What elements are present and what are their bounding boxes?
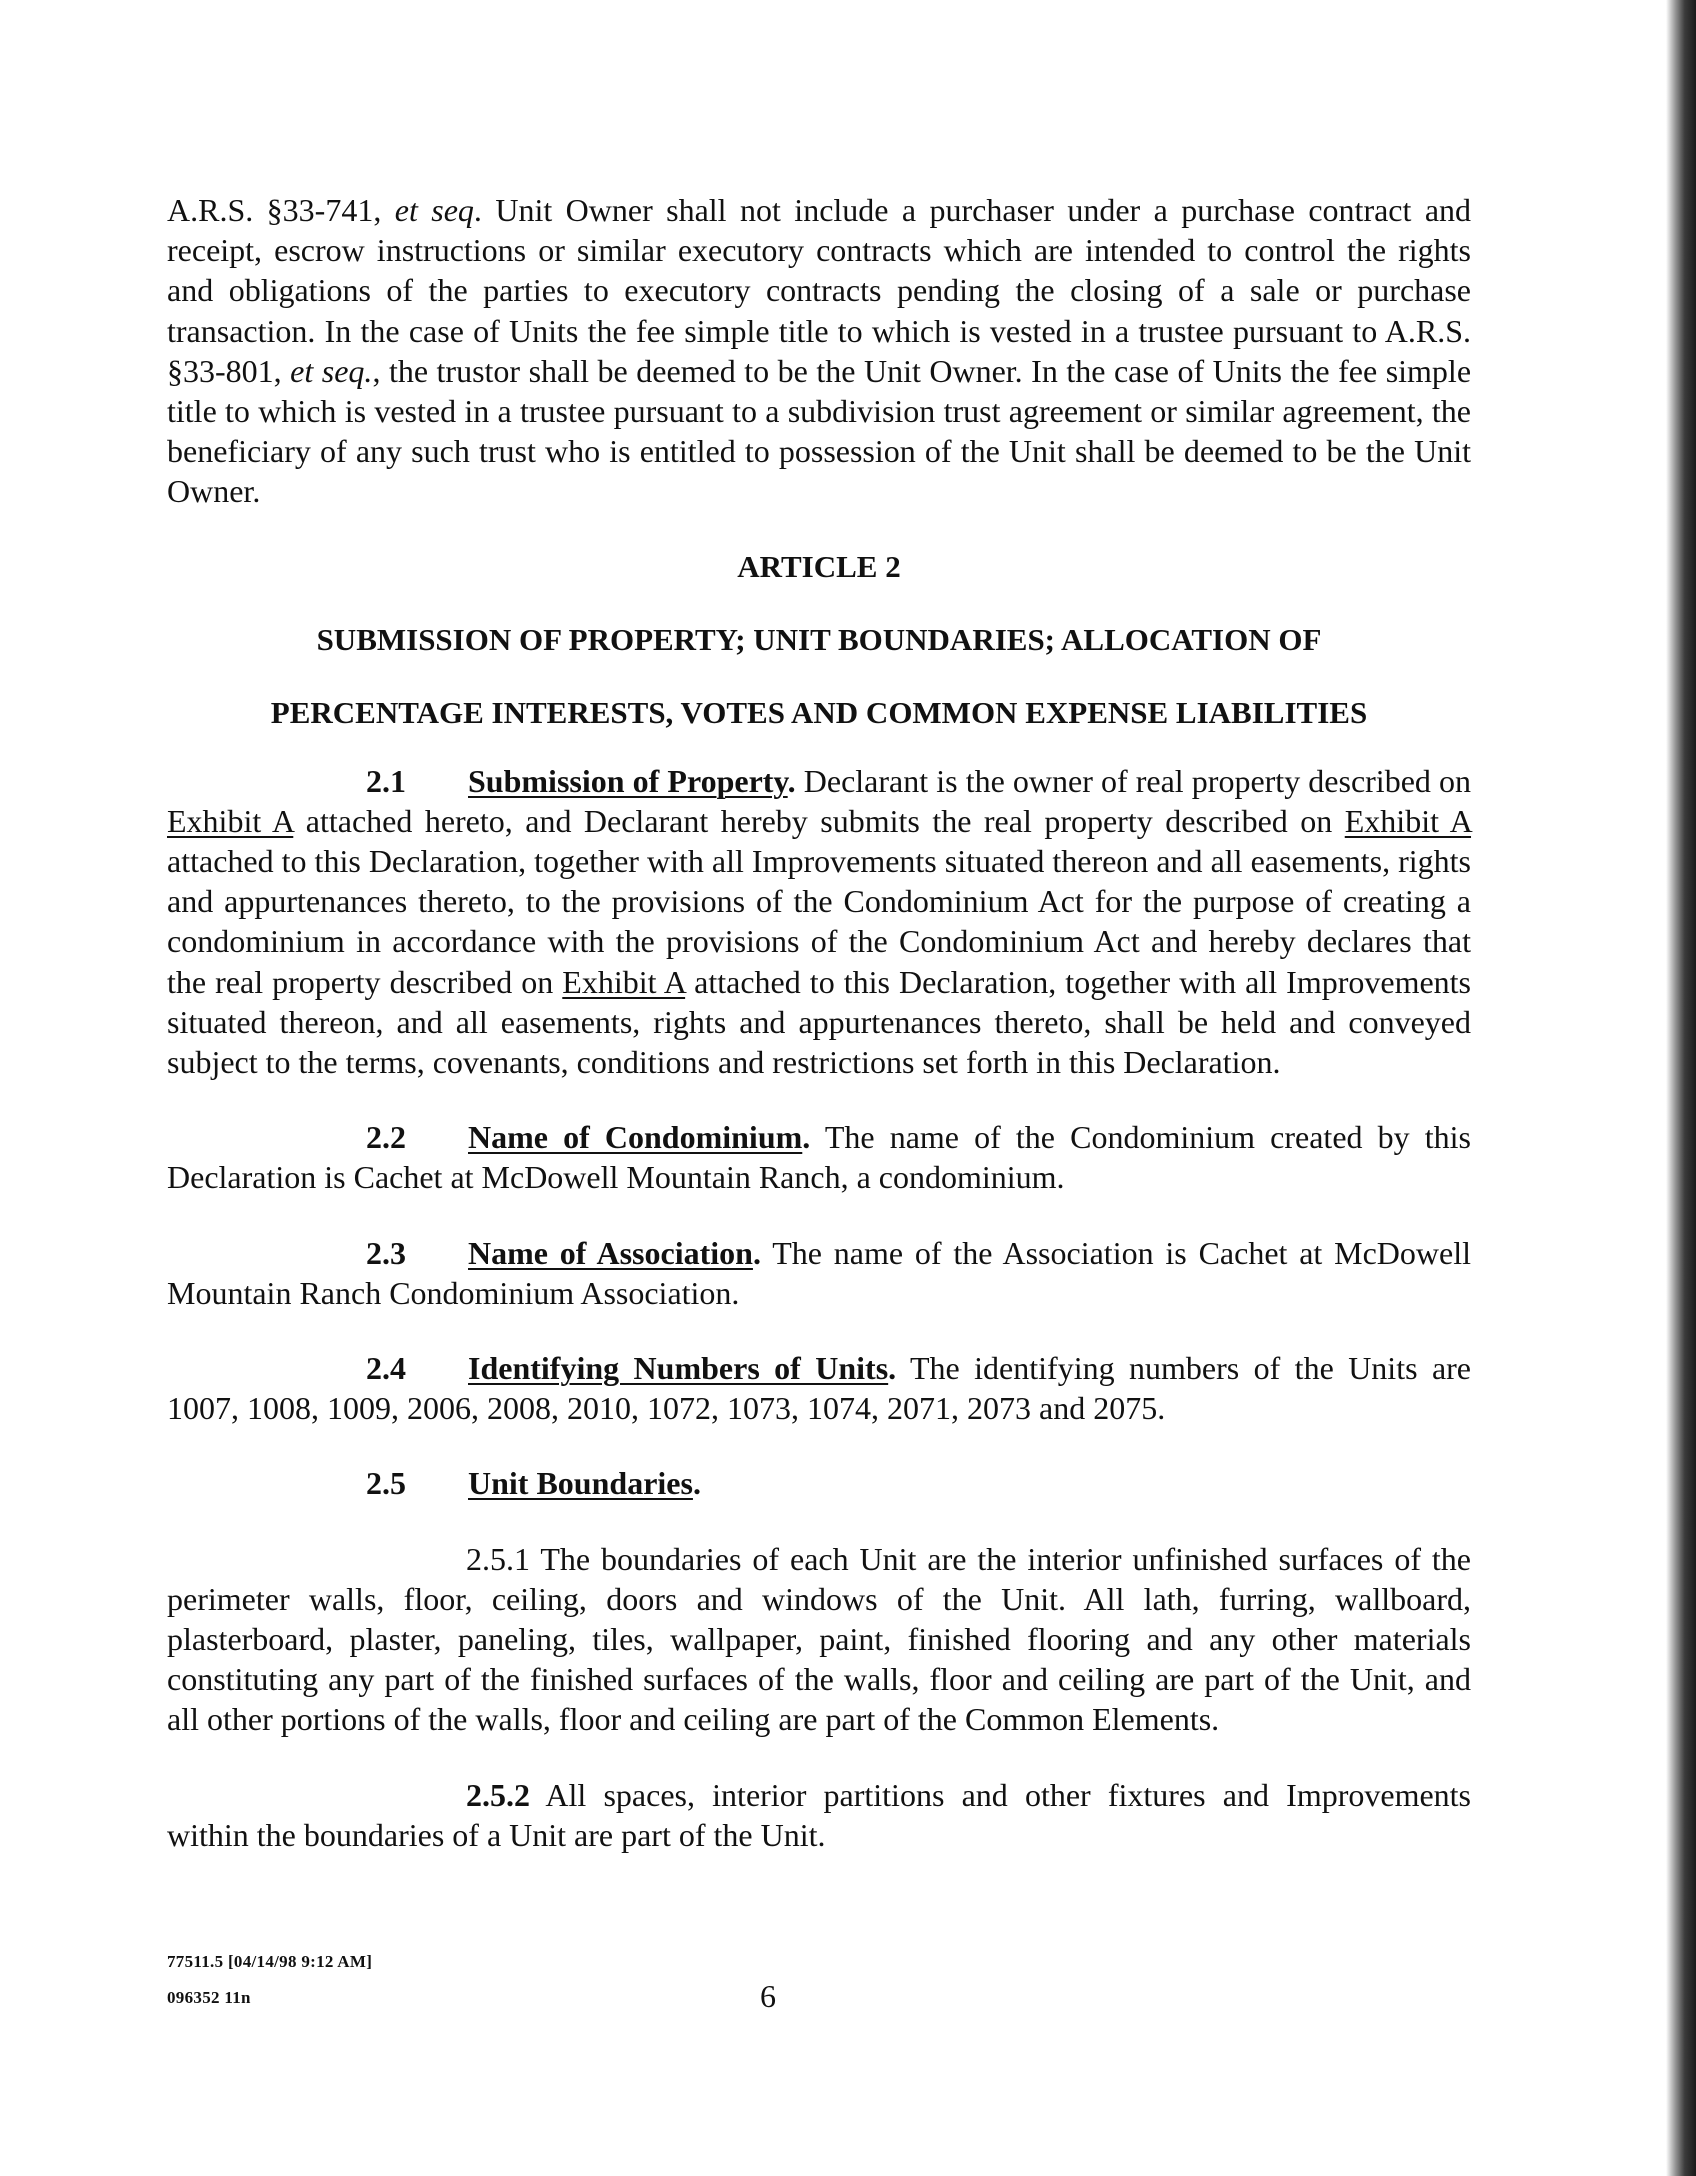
section-heading: Identifying Numbers of Units: [468, 1350, 889, 1387]
subsection-text: The boundaries of each Unit are the interior unfinished surfaces of the perimeter walls, floor, ceiling, doors and windows of the Unit. All lath, furring, wallboard, plasterboard, plaster, paneling, tiles, wallpaper, paint, finished flooring and any other materials constituting any part of the finished surfaces of the walls, floor and ceiling are part of the Unit, and all other portions of the walls, floor and ceiling are part of the Common Elements.: [167, 1540, 1471, 1738]
section-text: The identifying numbers of the Units are 1007, 1008, 1009, 2006, 2008, 2010, 1072, 1073, 1074, 2071, 2073 and 2075.: [167, 1350, 1472, 1427]
intro-italic-2: et seq.: [290, 352, 373, 389]
section-number: 2.1: [366, 762, 406, 799]
section-text: Declarant is the owner of real property described on: [795, 762, 1472, 799]
section-2-4: [167, 1348, 1471, 1428]
section-text: attached to this Declaration, together with all Improvements situated thereon, and all easements, rights and appurtenances thereto, shall be held and conveyed subject to the terms, covenants, conditions and restrictions set forth in this Declaration.: [167, 963, 1472, 1081]
intro-text-1: A.R.S. §33-741,: [167, 192, 395, 228]
exhibit-reference: Exhibit A: [167, 802, 294, 839]
section-number: 2.5: [366, 1465, 406, 1502]
section-2-3: [167, 1233, 1471, 1313]
heading-period: .: [692, 1465, 701, 1502]
section-heading: Name of Association: [468, 1234, 753, 1271]
section-number: 2.3: [366, 1234, 406, 1271]
exhibit-reference: Exhibit A: [1344, 802, 1472, 839]
section-2-5: [167, 1463, 1471, 1503]
heading-period: .: [888, 1350, 897, 1387]
section-text: The name of the Condominium created by this Declaration is Cachet at McDowell Mountain Ranch, a condominium.: [167, 1119, 1472, 1196]
subsection-number: 2.5.2: [466, 1776, 530, 1813]
intro-text-2: . Unit Owner shall not include a purchaser under a purchase contract and receipt, escrow instructions or similar executory contracts which are intended to control the rights and obligations of the parties to executory contracts pending the closing of a sale or purchase transaction. In the case of Units the fee simple title to which is vested in a trustee pursuant to A.R.S. §33-801,: [167, 192, 1472, 389]
heading-period: .: [752, 1234, 761, 1271]
section-2-1: [167, 761, 1471, 1083]
section-text: The name of the Association is Cachet at McDowell Mountain Ranch Condominium Association.: [167, 1234, 1472, 1311]
section-2-5-1: [167, 1539, 1471, 1740]
document-page: [167, 190, 1471, 1855]
heading-period: .: [802, 1119, 811, 1156]
footer-file-code: 096352 11n: [167, 1988, 251, 2007]
heading-period: .: [787, 762, 796, 799]
intro-text-3: , the trustor shall be deemed to be the Unit Owner. In the case of Units the fee simple title to which is vested in a trustee pursuant to a subdivision trust agreement or similar agreement, the beneficiary of any such trust who is entitled to possession of the Unit shall be deemed to be the Unit Owner.: [167, 352, 1472, 510]
section-2-2: [167, 1117, 1471, 1197]
section-2-5-2: [167, 1775, 1471, 1855]
article-number: ARTICLE 2: [737, 548, 901, 584]
section-number: 2.4: [366, 1350, 406, 1387]
section-text: attached to this Declaration, together with all Improvements situated thereon and all easements, rights and appurtenances thereto, to the provisions of the Condominium Act for the purpose of creating a condominium in accordance with the provisions of the Condominium Act and hereby declares that the real property described on: [167, 843, 1471, 1000]
section-text: attached hereto, and Declarant hereby submits the real property described on: [293, 802, 1345, 839]
section-number: 2.2: [366, 1119, 406, 1156]
subsection-number: 2.5.1: [466, 1540, 530, 1577]
article-title-line-1: SUBMISSION OF PROPERTY; UNIT BOUNDARIES; ALLOCATION OF: [316, 621, 1322, 657]
page-number: 6: [760, 1978, 776, 2014]
exhibit-reference: Exhibit A: [562, 963, 686, 1000]
scan-edge-shadow: [1666, 0, 1696, 2176]
subsection-text: All spaces, interior partitions and other fixtures and Improvements within the boundaries of a Unit are part of the Unit.: [167, 1776, 1471, 1853]
intro-italic-1: et seq: [394, 192, 474, 228]
section-heading: Submission of Property: [468, 762, 788, 799]
intro-paragraph: [167, 190, 1471, 512]
article-title-line-2: PERCENTAGE INTERESTS, VOTES AND COMMON EXPENSE LIABILITIES: [270, 694, 1368, 730]
section-heading: Unit Boundaries: [468, 1465, 693, 1502]
section-heading: Name of Condominium: [468, 1119, 803, 1156]
footer-doc-code: 77511.5 [04/14/98 9:12 AM]: [167, 1952, 373, 1971]
